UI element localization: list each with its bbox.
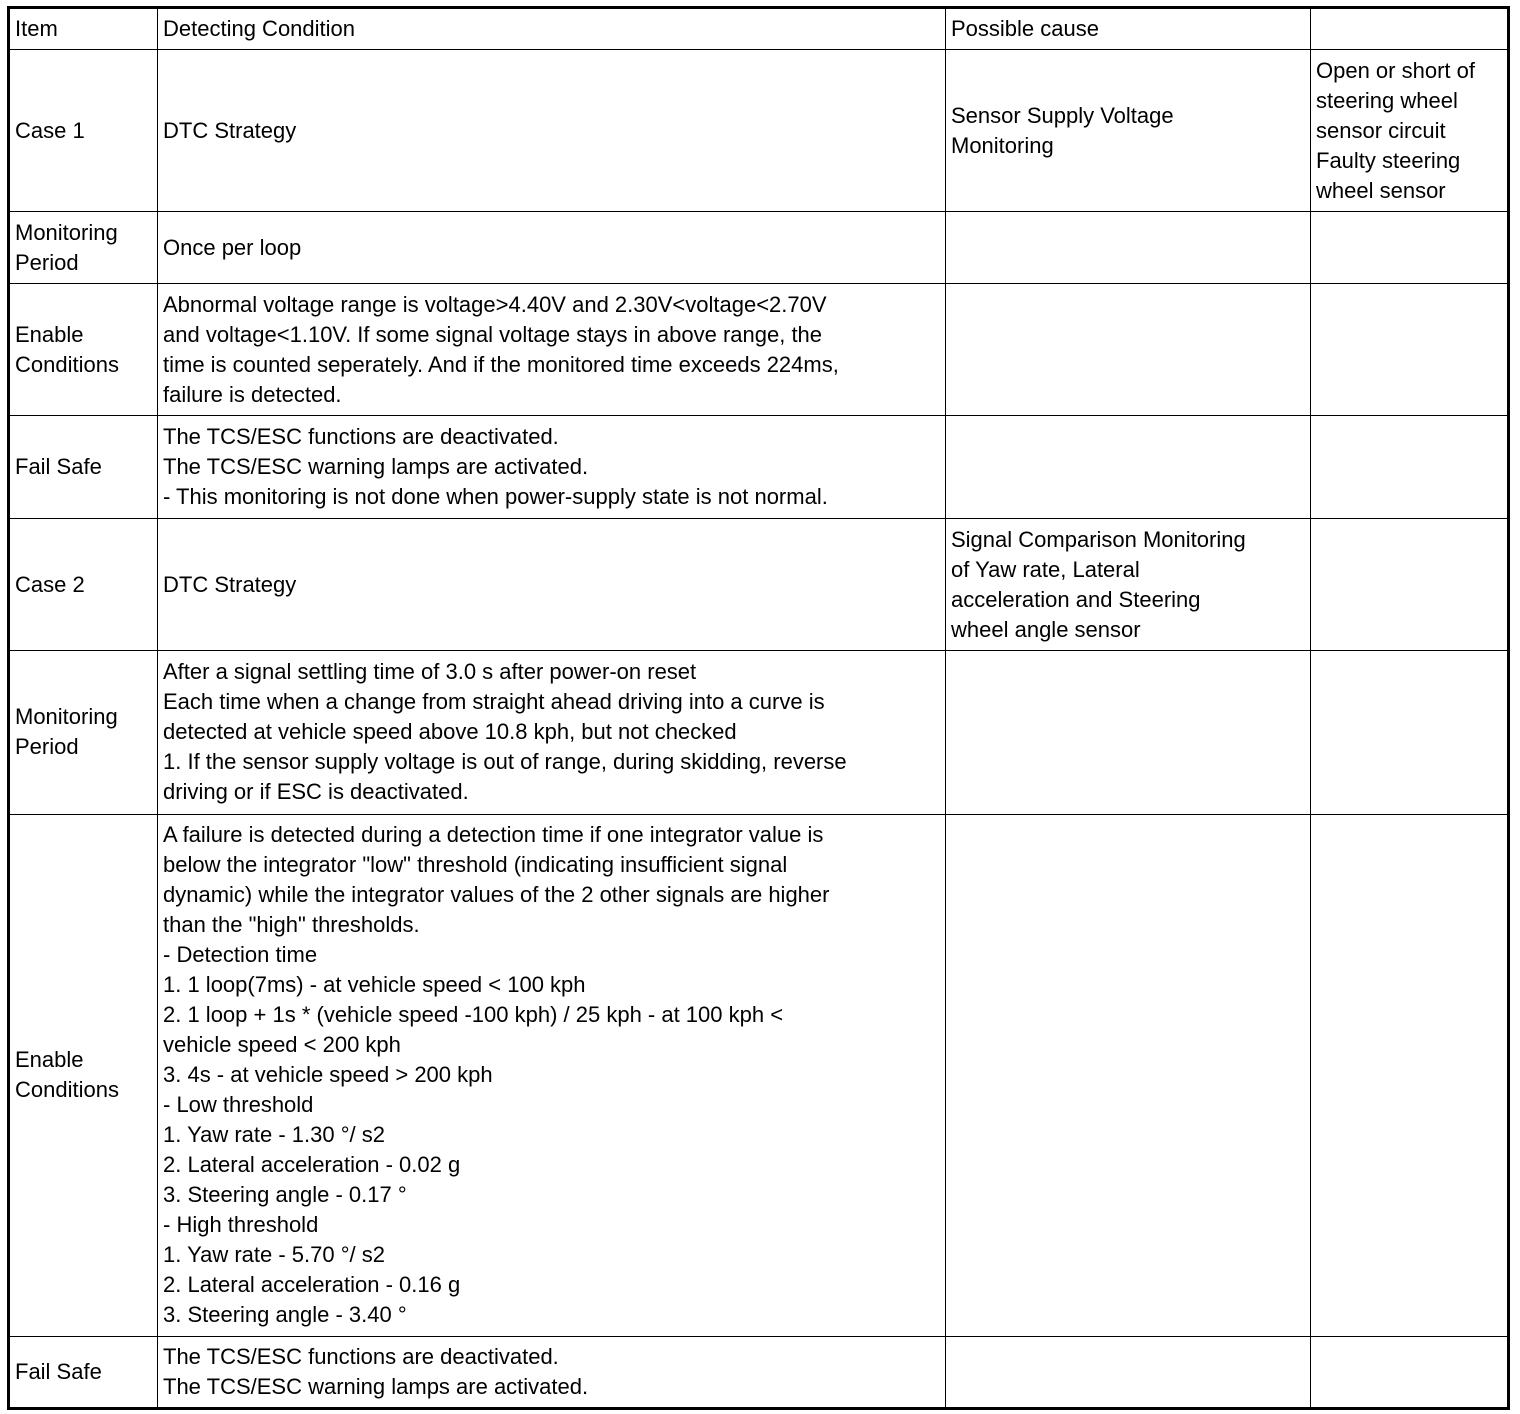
row-item: Enable Conditions <box>9 284 158 416</box>
header-item: Item <box>9 8 158 50</box>
row-condition: DTC Strategy <box>158 50 946 212</box>
row-condition: A failure is detected during a detection time if one integrator value is below the integrator "low" threshold (indicating insufficient signal dynamic) while the integrator values of the 2 other signals are higher than the "high" thresholds. - Detection time 1. 1 loop(7ms) - at vehicle speed < 100 kph 2. 1 loop + 1s * (vehicle speed -100 kph) / 25 kph - at 100 kph < vehicle speed < 200 kph 3. 4s - at vehicle speed > 200 kph - Low threshold 1. Yaw rate - 1.30 °/ s2 2. Lateral acceleration - 0.02 g 3. Steering angle - 0.17 ° - High threshold 1. Yaw rate - 5.70 °/ s2 2. Lateral acceleration - 0.16 g 3. Steering angle - 3.40 ° <box>158 814 946 1336</box>
row-extra <box>1311 519 1509 651</box>
row-condition: Once per loop <box>158 212 946 284</box>
table-header-row <box>9 8 1509 50</box>
row-item: Enable Conditions <box>9 814 158 1336</box>
row-extra <box>1311 416 1509 519</box>
row-condition: The TCS/ESC functions are deactivated. The TCS/ESC warning lamps are activated. - This monitoring is not done when power-supply state is not normal. <box>158 416 946 519</box>
table-row <box>9 651 1509 814</box>
row-cause <box>946 1336 1311 1408</box>
row-cause: Signal Comparison Monitoring of Yaw rate, Lateral acceleration and Steering wheel angle sensor <box>946 519 1311 651</box>
row-item: Case 2 <box>9 519 158 651</box>
table-row <box>9 1336 1509 1408</box>
row-cause <box>946 284 1311 416</box>
row-cause <box>946 416 1311 519</box>
table-row <box>9 50 1509 212</box>
row-item: Monitoring Period <box>9 212 158 284</box>
header-possible-cause: Possible cause <box>946 8 1311 50</box>
table-row <box>9 212 1509 284</box>
row-condition: After a signal settling time of 3.0 s after power-on reset Each time when a change from straight ahead driving into a curve is detected at vehicle speed above 10.8 kph, but not checked 1. If the sensor supply voltage is out of range, during skidding, reverse driving or if ESC is deactivated. <box>158 651 946 814</box>
dtc-table <box>7 6 1510 1410</box>
row-extra <box>1311 284 1509 416</box>
row-item: Fail Safe <box>9 1336 158 1408</box>
table-row <box>9 284 1509 416</box>
row-extra <box>1311 651 1509 814</box>
row-condition: DTC Strategy <box>158 519 946 651</box>
row-cause <box>946 651 1311 814</box>
row-cause <box>946 212 1311 284</box>
row-extra <box>1311 212 1509 284</box>
row-extra <box>1311 1336 1509 1408</box>
row-item: Monitoring Period <box>9 651 158 814</box>
row-condition: The TCS/ESC functions are deactivated. The TCS/ESC warning lamps are activated. <box>158 1336 946 1408</box>
row-item: Fail Safe <box>9 416 158 519</box>
header-extra <box>1311 8 1509 50</box>
row-cause <box>946 814 1311 1336</box>
row-extra: Open or short of steering wheel sensor circuit Faulty steering wheel sensor <box>1311 50 1509 212</box>
row-item: Case 1 <box>9 50 158 212</box>
row-extra <box>1311 814 1509 1336</box>
table-row <box>9 519 1509 651</box>
row-cause: Sensor Supply Voltage Monitoring <box>946 50 1311 212</box>
header-detecting-condition: Detecting Condition <box>158 8 946 50</box>
table-row <box>9 814 1509 1336</box>
row-condition: Abnormal voltage range is voltage>4.40V and 2.30V<voltage<2.70V and voltage<1.10V. If some signal voltage stays in above range, the time is counted seperately. And if the monitored time exceeds 224ms, failure is detected. <box>158 284 946 416</box>
table-row <box>9 416 1509 519</box>
